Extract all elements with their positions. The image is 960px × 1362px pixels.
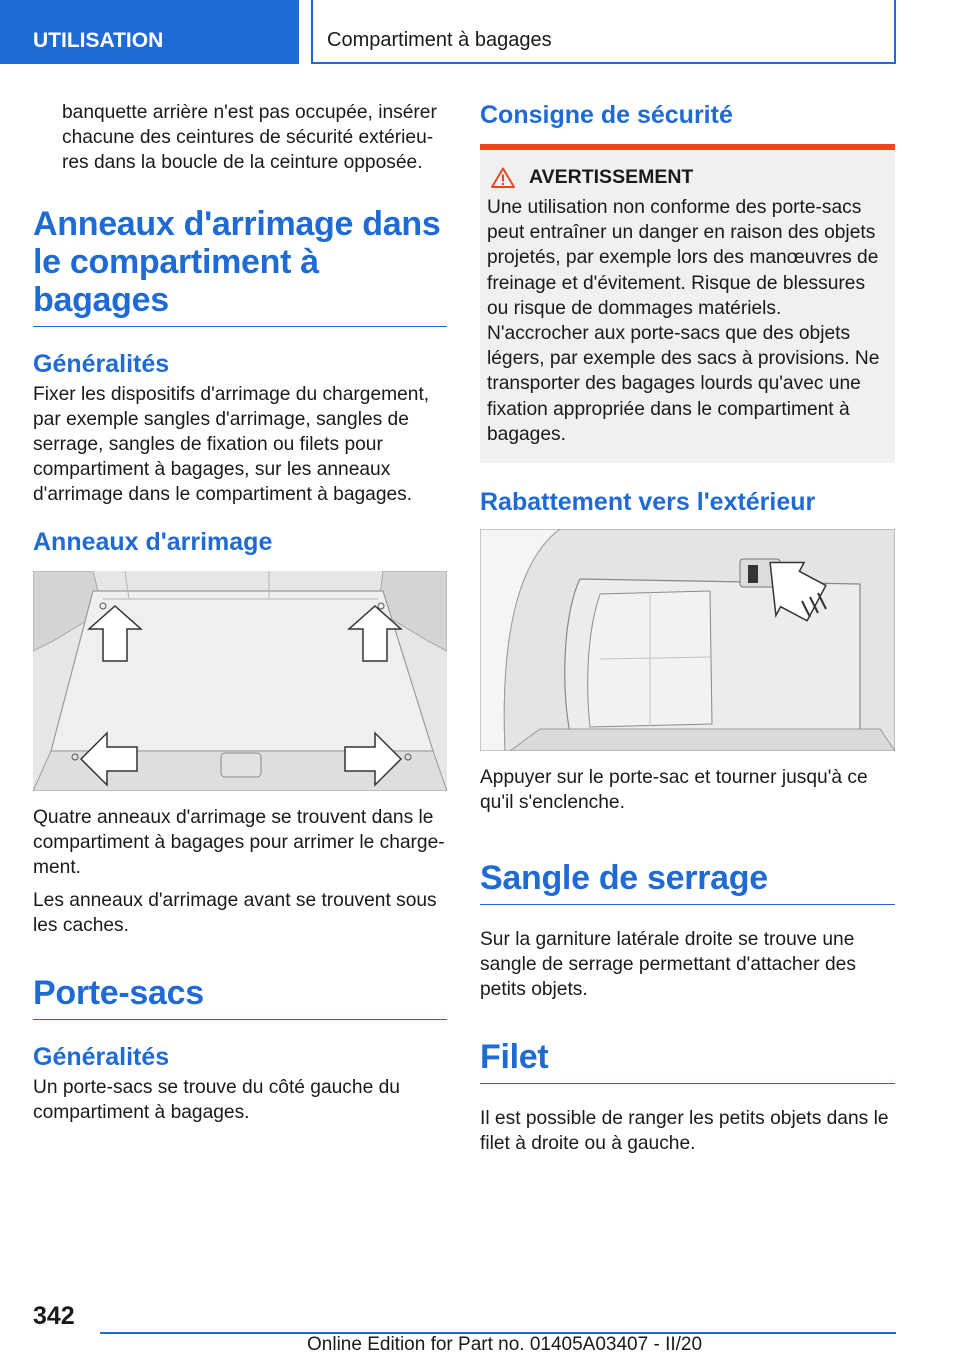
heading-sangle-serrage: Sangle de serrage	[480, 859, 895, 905]
heading-filet: Filet	[480, 1038, 895, 1084]
warning-header	[487, 166, 888, 189]
header-chapter-tab	[311, 0, 896, 64]
warning-triangle-icon	[491, 167, 515, 188]
heading-anneaux-arrimage: Anneaux d'arrimage	[33, 528, 273, 556]
appuyer-paragraph: Appuyer sur le porte-sac et tourner jusqu'à ce qu'il s'enclenche.	[480, 767, 868, 814]
heading-rabattement: Rabattement vers l'extérieur	[480, 488, 816, 517]
heading-consigne-securite: Consigne de sécurité	[480, 101, 733, 129]
heading-generalites-porte-sacs: Généralités	[33, 1043, 170, 1071]
intro-paragraph: banquette arrière n'est pas occupée, insérer chacune des ceintures de sécurité extérieures dans la boucle de la ceinture opposée.	[62, 102, 437, 173]
porte-sacs-paragraph: Un porte-sacs se trouve du côté gauche du compartiment à bagages.	[33, 1077, 400, 1123]
right-column	[480, 100, 895, 1164]
trunk-floor-illustration	[33, 571, 447, 791]
generalites-paragraph: Fixer les dispositifs d'arrimage du chargement, par exemple sangles d'arrimage, sangles de serrage, sangles de fixation ou filets pour compartiment à bagages, sur les anneaux d'arrimage dans le compartiment à bagages.	[33, 384, 430, 505]
heading-anneaux-compartiment: Anneaux d'arrimage dans le compartiment à bagages	[33, 205, 447, 327]
trunk-tie-down-figure	[33, 571, 447, 791]
header-section-label: UTILISATION	[33, 29, 164, 52]
footer-edition: Online Edition for Part no. 01405A03407 - II/20	[307, 1334, 703, 1355]
page-number: 342	[33, 1302, 75, 1330]
heading-generalites: Généralités	[33, 350, 170, 378]
bag-hook-figure	[480, 529, 895, 751]
header-chapter-label: Compartiment à bagages	[327, 29, 552, 51]
header-section-tab	[0, 0, 299, 64]
bag-hook-illustration	[480, 529, 895, 751]
left-column	[33, 100, 447, 1133]
heading-porte-sacs: Porte-sacs	[33, 974, 447, 1020]
filet-paragraph: Il est possible de ranger les petits objets dans le filet à droite ou à gauche.	[480, 1108, 889, 1155]
quatre-anneaux-paragraph: Quatre anneaux d'arrimage se trouvent dans le compartiment à bagages pour arrimer le chargement.	[33, 807, 445, 878]
anneaux-avant-paragraph: Les anneaux d'arrimage avant se trouvent sous les caches.	[33, 890, 437, 936]
warning-text: Une utilisation non conforme des porte-sacs peut entraîner un danger en raison des objets projetés, par exemple lors des manœuvres de freinage et d'évitement. Risque de blessures ou risque de dommages matériels. N'accrocher aux porte-sacs que des objets légers, par exemple des sacs à provisions. Ne transporter des bagages lourds qu'avec une fixation appropriée dans le compartiment à bagages.	[487, 197, 880, 445]
warning-title: AVERTISSEMENT	[529, 166, 694, 188]
warning-box	[480, 150, 895, 463]
sangle-paragraph: Sur la garniture latérale droite se trouve une sangle de serrage permettant d'attacher des petits objets.	[480, 929, 856, 1001]
